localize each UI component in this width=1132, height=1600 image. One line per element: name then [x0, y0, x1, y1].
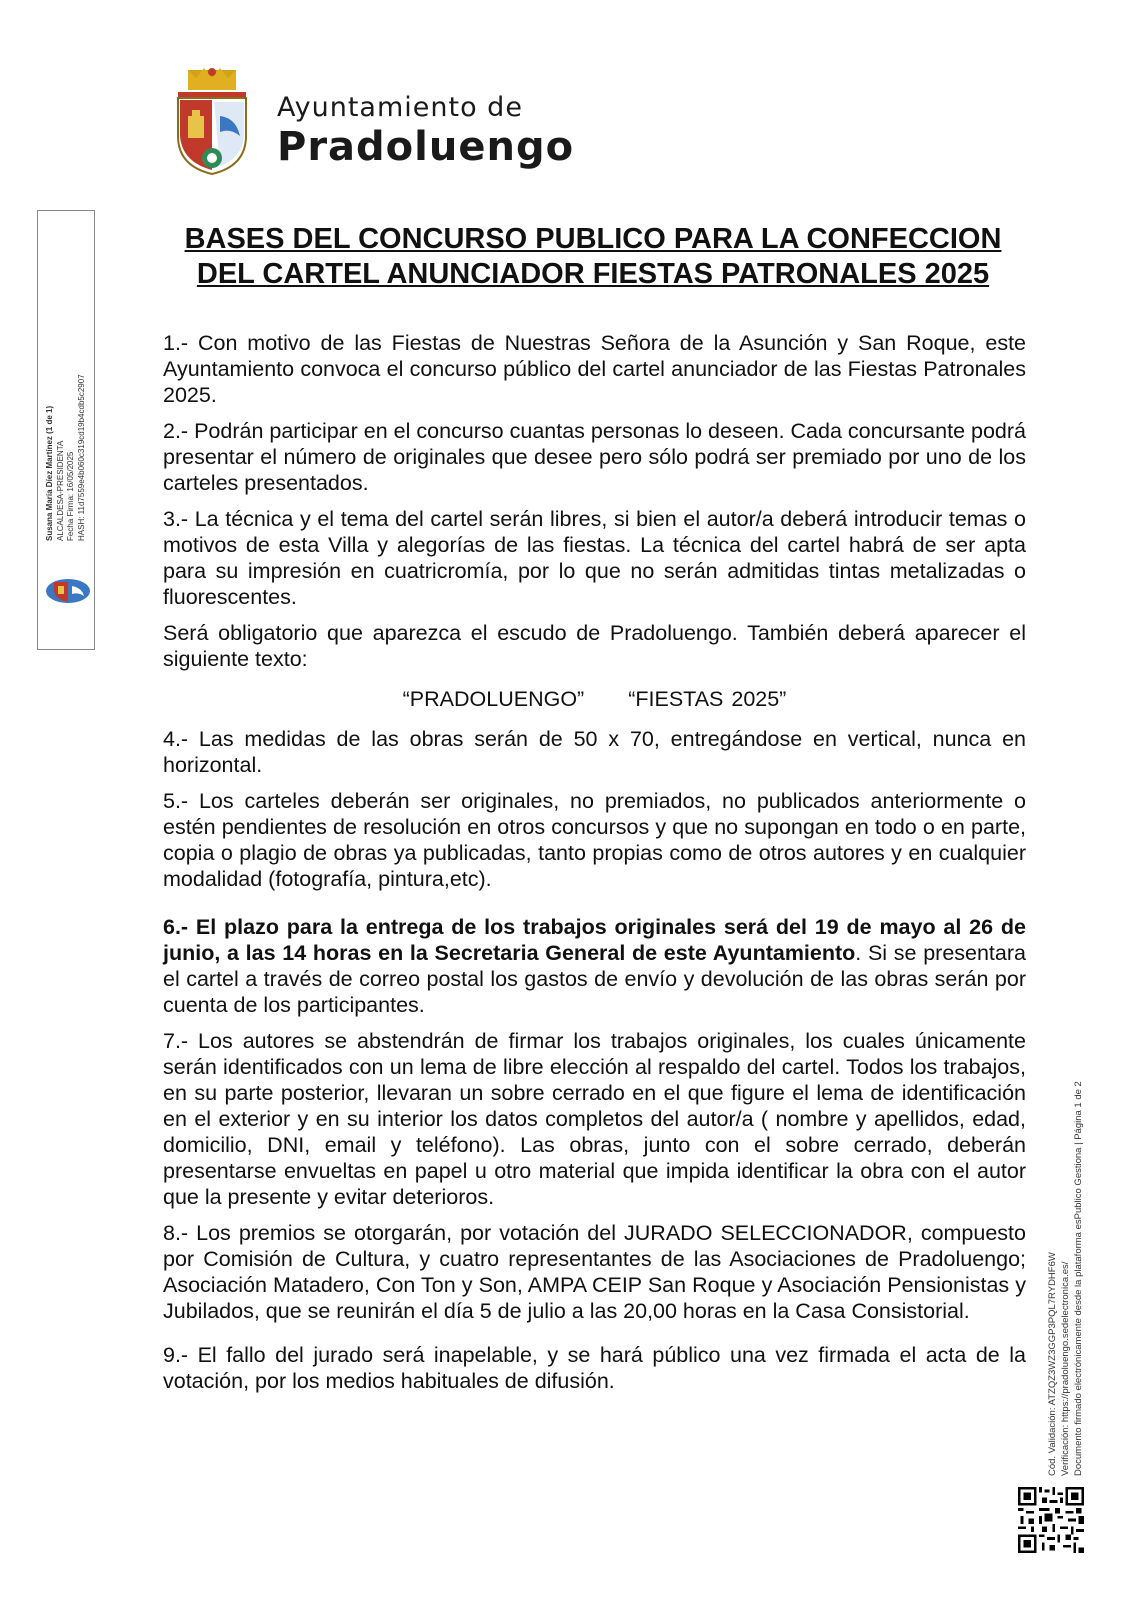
clause-3: 3.- La técnica y el tema del cartel serán libres, si bien el autor/a deberá introducir temas o motivos de esta Villa y alegorías de las fiestas. La técnica del cartel habrá de ser apta para su impresión en cuatricromía, por lo que no serán admitidas tintas metalizadas o fluorescentes. [163, 507, 1026, 609]
clause-1: 1.- Con motivo de las Fiestas de Nuestras Señora de la Asunción y San Roque, este Ayuntamiento convoca el concurso público del cartel anunciador de las Fiestas Patronales 2025. [163, 331, 1026, 407]
required-text-2: “FIESTAS 2025” [628, 687, 787, 711]
clause-9: 9.- El fallo del jurado será inapelable, y se hará público una vez firmada el acta de la votación, por los medios habituales de difusión. [163, 1343, 1026, 1393]
clause-6-bold: 6.- El plazo para la entrega de los trabajos originales será del 19 de mayo al 26 de junio, a las 14 horas en la Secretaria General de este Ayuntamiento [163, 915, 1026, 965]
signature-hash: HASH: 11d7559e4b060c319cd19b4cdb5c2907 [76, 374, 86, 541]
verification-url: Verificación: https://pradoluengo.sedelectronica.es/ [1060, 1261, 1071, 1476]
seal-icon [44, 576, 92, 606]
verification-text [1046, 1001, 1085, 1476]
clause-2: 2.- Podrán participar en el concurso cuantas personas lo deseen. Cada concursante podrá presentar el número de originales que desee pero sólo podrá ser premiado por uno de los carteles presentados. [163, 419, 1026, 495]
signer-role: ALCALDESA-PRESIDENTA [55, 440, 65, 541]
org-line-1: Ayuntamiento de [277, 92, 523, 123]
clause-4: 4.- Las medidas de las obras serán de 50 x 70, entregándose en vertical, nunca en horizontal. [163, 727, 1026, 777]
title-line-1: BASES DEL CONCURSO PUBLICO PARA LA CONFECCION [184, 223, 1002, 255]
signature-date: Fecha Firma: 16/05/2025 [66, 451, 75, 541]
document-title [160, 222, 1026, 292]
clause-8: 8.- Los premios se otorgarán, por votación del JURADO SELECCIONADOR, compuesto por Comisión de Cultura, y cuatro representantes de las Asociaciones de Pradoluengo; Asociación Matadero, Con Ton y Son, AMPA CEIP San Roque y Asociación Pensionistas y Jubilados, que se reunirán el día 5 de julio a las 20,00 horas en la Casa Consistorial. [163, 1221, 1026, 1323]
clause-5: 5.- Los carteles deberán ser originales, no premiados, no publicados anteriormente o estén pendientes de resolución en otros concursos y que no supongan en todo o en parte, copia o plagio de obras ya publicadas, tanto propias como de otros autores y en cualquier modalidad (fotografía, pintura,etc). [163, 789, 1026, 891]
signer-name: Susana María Díez Martínez (1 de 1) [45, 405, 54, 541]
clause-6 [163, 914, 1026, 1018]
required-text-1: “PRADOLUENGO” [402, 687, 585, 711]
clause-6-rest: . Si se presentara el cartel a través de correo postal los gastos de envío y devolución de las obras serán por cuenta de los participantes. [163, 941, 1026, 1017]
title-line-2: DEL CARTEL ANUNCIADOR FIESTAS PATRONALES 2025 [196, 258, 990, 290]
validation-code: Cód. Validación: ATZQZ3WZ3GGP3PQL7RYDHF6W [1047, 1252, 1058, 1476]
clause-3-note: Será obligatorio que aparezca el escudo de Pradoluengo. También deberá aparecer el siguiente texto: [163, 621, 1026, 671]
document-body [163, 330, 1026, 1404]
required-text [163, 686, 1026, 712]
platform-note: Documento firmado electrónicamente desde la plataforma esPublico Gestiona | Página 1 de 2 [1073, 1081, 1084, 1476]
signature-text [45, 336, 87, 541]
org-line-2: Pradoluengo [277, 124, 575, 170]
clause-7: 7.- Los autores se abstendrán de firmar los trabajos originales, los cuales únicamente serán identificados con un lema de libre elección al respaldo del cartel. Todos los trabajos, en su parte posterior, llevaran un sobre cerrado en el que figure el lema de identificación en el exterior y en su interior los datos completos del autor/a ( nombre y apellidos, edad, domicilio, DNI, email y teléfono). Las obras, junto con el sobre cerrado, deberán presentarse envueltas en papel u otro material que impida identificar la obra con el autor que la presente y evitar deterioros. [163, 1029, 1026, 1209]
coat-of-arms-logo [170, 66, 254, 178]
qr-code [1018, 1487, 1084, 1553]
organization-name [277, 92, 574, 170]
